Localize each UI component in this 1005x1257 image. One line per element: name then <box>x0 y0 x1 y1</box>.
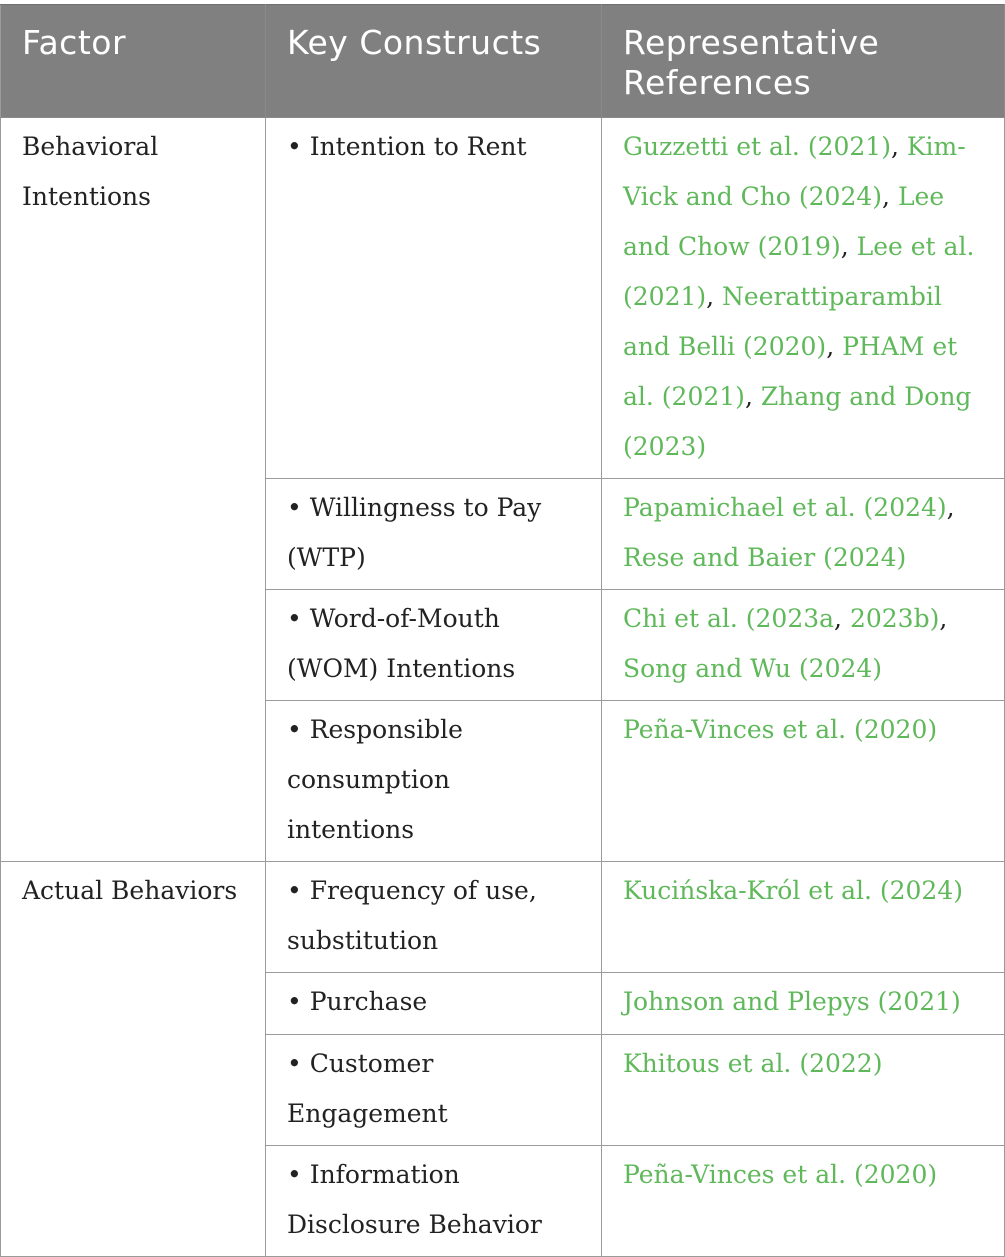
reference-link[interactable]: Lee et al. (2021) <box>623 232 975 311</box>
construct-cell: • Customer Engagement <box>266 1035 602 1146</box>
references-cell <box>602 1035 1005 1146</box>
factor-cell: Behavioral Intentions <box>1 118 266 862</box>
reference-link[interactable]: Johnson and Plepys (2021) <box>623 987 961 1016</box>
references-cell: Guzzetti et al. (2021), Kim-Vick and Cho (2024), Lee and Chow (2019), Lee et al. (2021), Neerattiparambil and Belli (2020), PHAM et al. (2021), Zhang and Dong (2023) <box>602 118 1005 479</box>
references-cell <box>602 862 1005 973</box>
factor-cell: Actual Behaviors <box>1 862 266 1257</box>
reference-link[interactable]: PHAM et al. (2021) <box>623 332 958 411</box>
references-cell <box>602 1146 1005 1257</box>
construct-cell: • Frequency of use, substitution <box>266 862 602 973</box>
construct-cell: • Willingness to Pay (WTP) <box>266 479 602 590</box>
header-row <box>1 5 1005 118</box>
factors-table <box>0 4 1005 1257</box>
table-row <box>1 118 1005 479</box>
header-factor: Factor <box>1 5 266 118</box>
reference-link[interactable]: Rese and Baier (2024) <box>623 543 907 572</box>
construct-cell: • Responsible consumption intentions <box>266 701 602 862</box>
reference-link[interactable]: Guzzetti et al. (2021) <box>623 132 891 161</box>
reference-link[interactable]: 2023b) <box>849 604 940 633</box>
references-cell <box>602 973 1005 1035</box>
reference-link[interactable]: Peña-Vinces et al. (2020) <box>623 1160 938 1189</box>
construct-cell: • Purchase <box>266 973 602 1035</box>
construct-cell: • Information Disclosure Behavior <box>266 1146 602 1257</box>
reference-link[interactable]: Papamichael et al. (2024) <box>623 493 947 522</box>
reference-link[interactable]: Song and Wu (2024) <box>623 654 883 683</box>
reference-link[interactable]: Lee and Chow (2019) <box>623 182 945 261</box>
reference-link[interactable]: Khitous et al. (2022) <box>623 1049 883 1078</box>
construct-cell: • Word-of-Mouth (WOM) Intentions <box>266 590 602 701</box>
references-cell: Papamichael et al. (2024), Rese and Baier (2024) <box>602 479 1005 590</box>
reference-link[interactable]: Kim-Vick and Cho (2024) <box>623 132 966 211</box>
reference-link[interactable]: Zhang and Dong (2023) <box>623 382 972 461</box>
header-representative-references: Representative References <box>602 5 1005 118</box>
table-row <box>1 862 1005 973</box>
references-cell <box>602 701 1005 862</box>
reference-link[interactable]: Peña-Vinces et al. (2020) <box>623 715 938 744</box>
references-cell: Chi et al. (2023a, 2023b), Song and Wu (2024) <box>602 590 1005 701</box>
reference-link[interactable]: Chi et al. (2023a <box>623 604 835 633</box>
reference-link[interactable]: Kucińska-Król et al. (2024) <box>623 876 963 905</box>
construct-cell: • Intention to Rent <box>266 118 602 479</box>
reference-link[interactable]: Neerattiparambil and Belli (2020) <box>623 282 942 361</box>
header-key-constructs: Key Constructs <box>266 5 602 118</box>
